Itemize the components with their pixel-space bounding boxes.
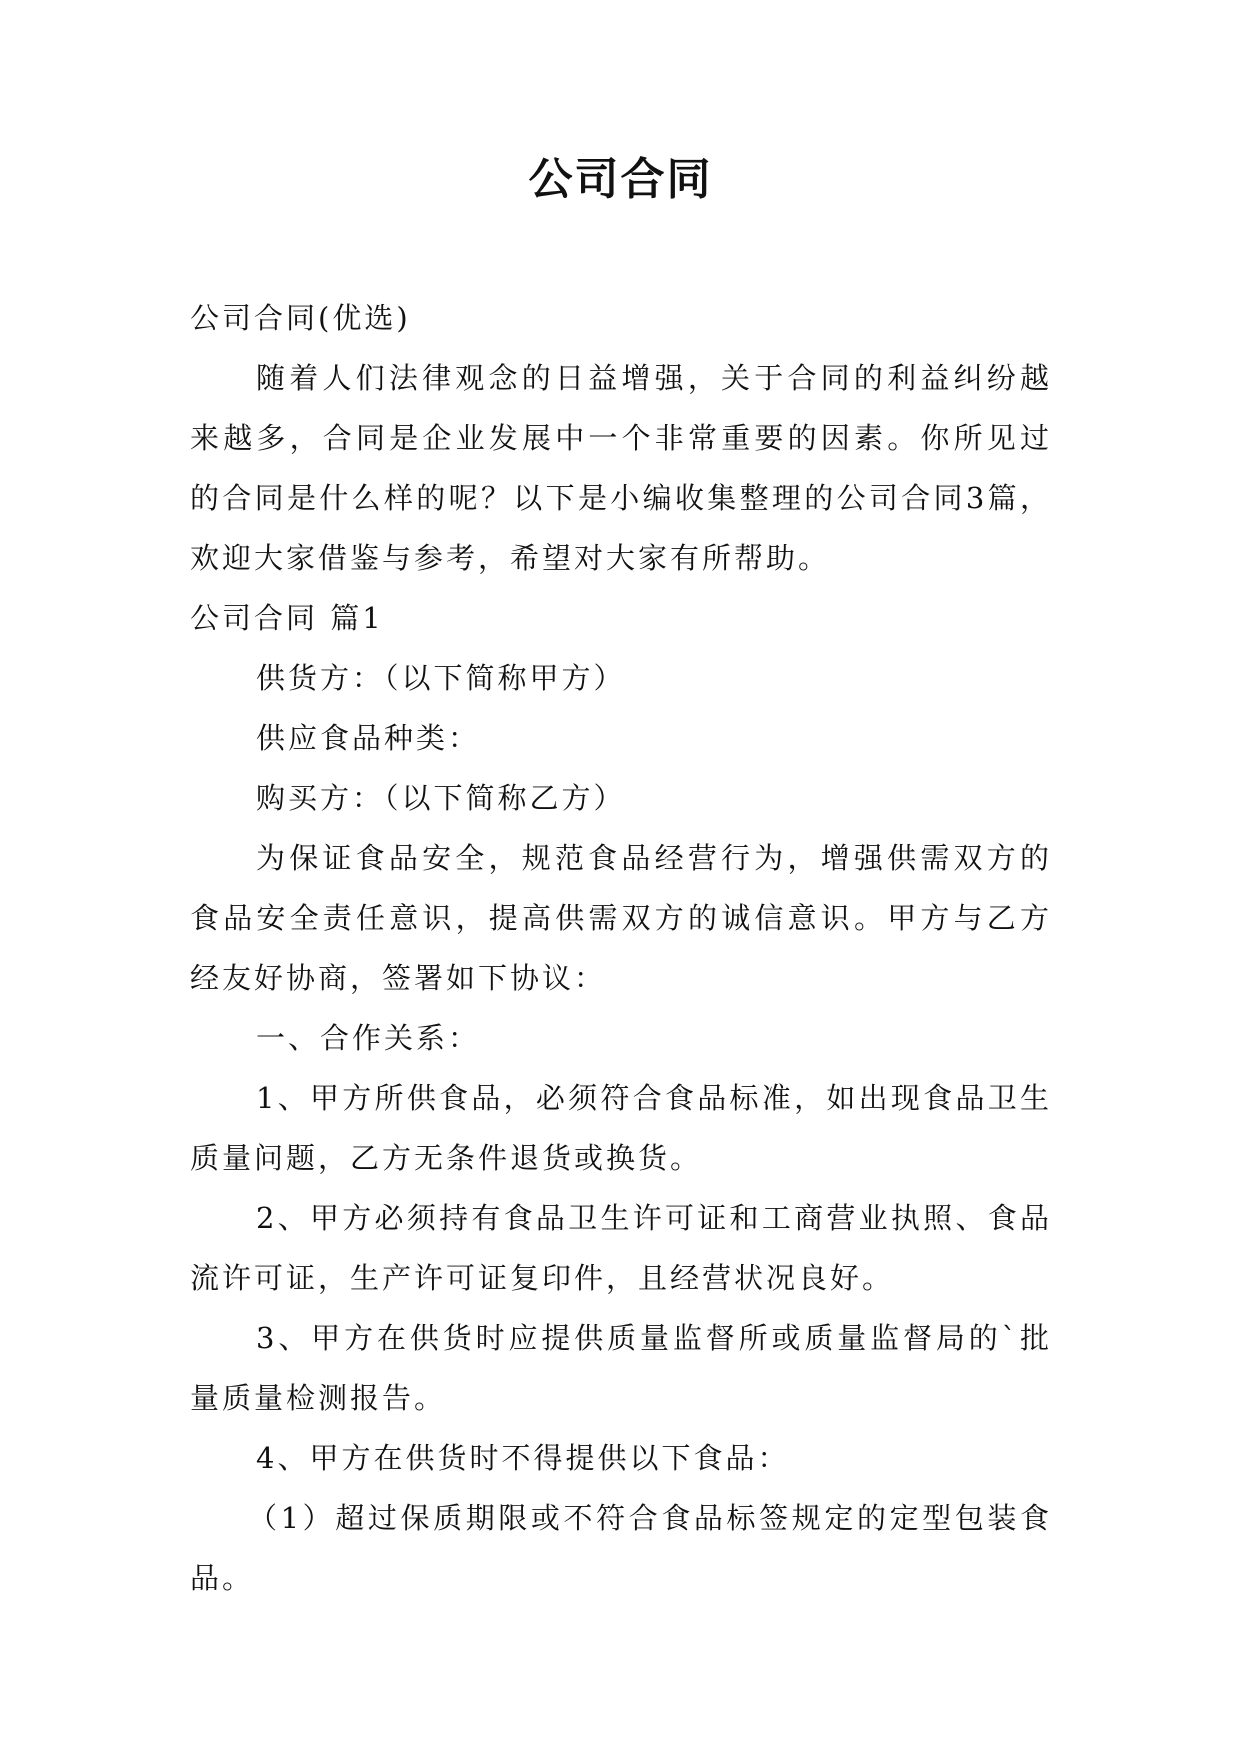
paragraph-intro: 随着人们法律观念的日益增强，关于合同的利益纠纷越来越多，合同是企业发展中一个非常重要的因素。你所见过的合同是什么样的呢？以下是小编收集整理的公司合同3篇，欢迎大家借鉴与参考，希望对大家有所帮助。 xyxy=(190,361,1052,575)
paragraph-buyer: 购买方：（以下简称乙方） xyxy=(256,781,626,815)
paragraph-food-types: 供应食品种类： xyxy=(256,721,481,755)
paragraph-purpose: 为保证食品安全，规范食品经营行为，增强供需双方的食品安全责任意识，提高供需双方的诚信意识。甲方与乙方经友好协商，签署如下协议： xyxy=(190,841,1052,995)
paragraph-clause-4-1: （1）超过保质期限或不符合食品标签规定的定型包装食品。 xyxy=(190,1501,1052,1595)
paragraph-subtitle: 公司合同(优选) xyxy=(190,301,411,335)
document-body xyxy=(190,288,1052,1608)
paragraph-clause-4: 4、甲方在供货时不得提供以下食品： xyxy=(256,1441,790,1475)
paragraph-clause-1: 1、甲方所供食品，必须符合食品标准，如出现食品卫生质量问题，乙方无条件退货或换货。 xyxy=(190,1081,1052,1175)
paragraph-section-heading: 公司合同 篇1 xyxy=(190,601,384,635)
paragraph-cooperation-heading: 一、合作关系： xyxy=(256,1021,481,1055)
document-title: 公司合同 xyxy=(528,154,713,205)
paragraph-clause-3: 3、甲方在供货时应提供质量监督所或质量监督局的`批量质量检测报告。 xyxy=(190,1321,1052,1415)
paragraph-clause-2: 2、甲方必须持有食品卫生许可证和工商营业执照、食品流许可证，生产许可证复印件，且经营状况良好。 xyxy=(190,1201,1052,1295)
paragraph-supplier: 供货方：（以下简称甲方） xyxy=(256,661,626,695)
